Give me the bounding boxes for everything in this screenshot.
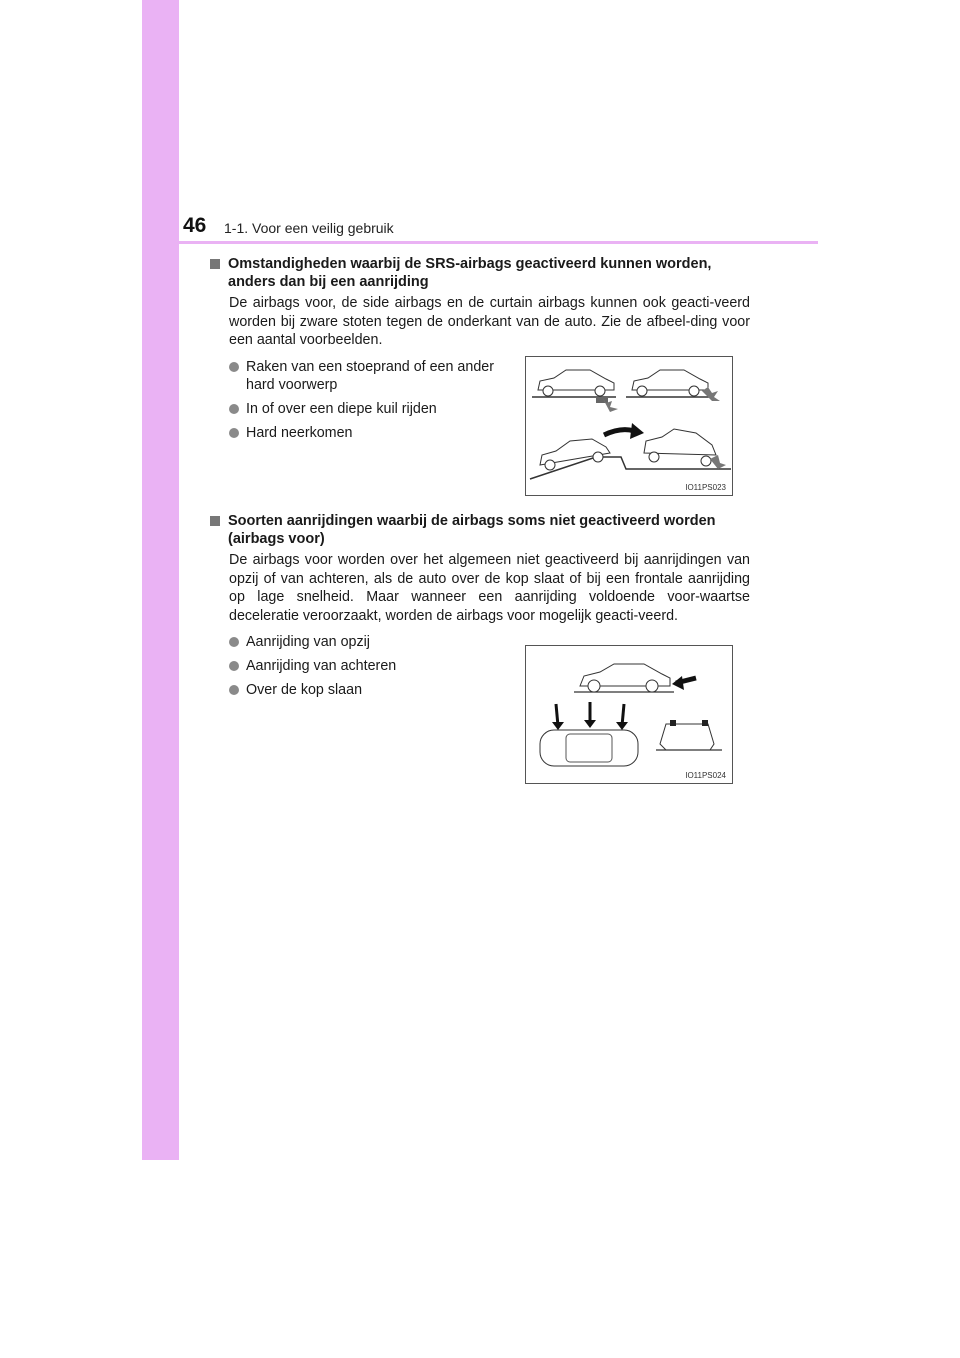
- bullet-dot-icon: [229, 404, 239, 414]
- bullet-dot-icon: [229, 637, 239, 647]
- figure-collision-types: [525, 645, 733, 784]
- chapter-title: 1-1. Voor een veilig gebruik: [224, 220, 394, 236]
- figure-undercarriage-impacts: [525, 356, 733, 496]
- list-item: Raken van een stoeprand of een ander hard voorwerp: [229, 358, 519, 394]
- section-heading: [210, 512, 750, 548]
- figure-code: IO11PS023: [685, 483, 726, 492]
- square-bullet-icon: [210, 516, 220, 526]
- section-body: De airbags voor worden over het algemeen niet geactiveerd bij aanrijdingen van opzij of van achteren, als de auto over de kop slaat of bij een frontale aanrijding op lage snelheid. Maar wanneer een aanrijding voldoende voor-waartse deceleratie veroorzaakt, worden de airbags voor mogelijk geacti-veerd.: [229, 552, 750, 624]
- section-title: Soorten aanrijdingen waarbij de airbags soms niet geactiveerd worden (airbags voor): [228, 513, 716, 547]
- section-body: De airbags voor, de side airbags en de curtain airbags kunnen ook geacti-veerd worden bij zware stoten tegen de onderkant van de auto. Zie de afbeel-ding voor een aantal voorbeelden.: [229, 295, 750, 348]
- list-item: Hard neerkomen: [229, 424, 519, 442]
- section-heading: [210, 255, 750, 291]
- collision-illustration: [526, 646, 732, 783]
- bullet-dot-icon: [229, 661, 239, 671]
- bullet-dot-icon: [229, 428, 239, 438]
- section-title: Omstandigheden waarbij de SRS-airbags geactiveerd kunnen worden, anders dan bij een aanrijding: [228, 256, 712, 290]
- bullet-list: [229, 358, 519, 442]
- square-bullet-icon: [210, 259, 220, 269]
- list-item: Aanrijding van opzij: [229, 633, 519, 651]
- margin-tab: [142, 0, 179, 1160]
- undercarriage-illustration: [526, 357, 732, 495]
- list-item: Aanrijding van achteren: [229, 657, 519, 675]
- figure-code: IO11PS024: [685, 771, 726, 780]
- bullet-list: [229, 633, 519, 699]
- list-item: In of over een diepe kuil rijden: [229, 400, 519, 418]
- page-number: 46: [183, 214, 207, 237]
- bullet-dot-icon: [229, 685, 239, 695]
- list-item: Over de kop slaan: [229, 681, 519, 699]
- bullet-dot-icon: [229, 362, 239, 372]
